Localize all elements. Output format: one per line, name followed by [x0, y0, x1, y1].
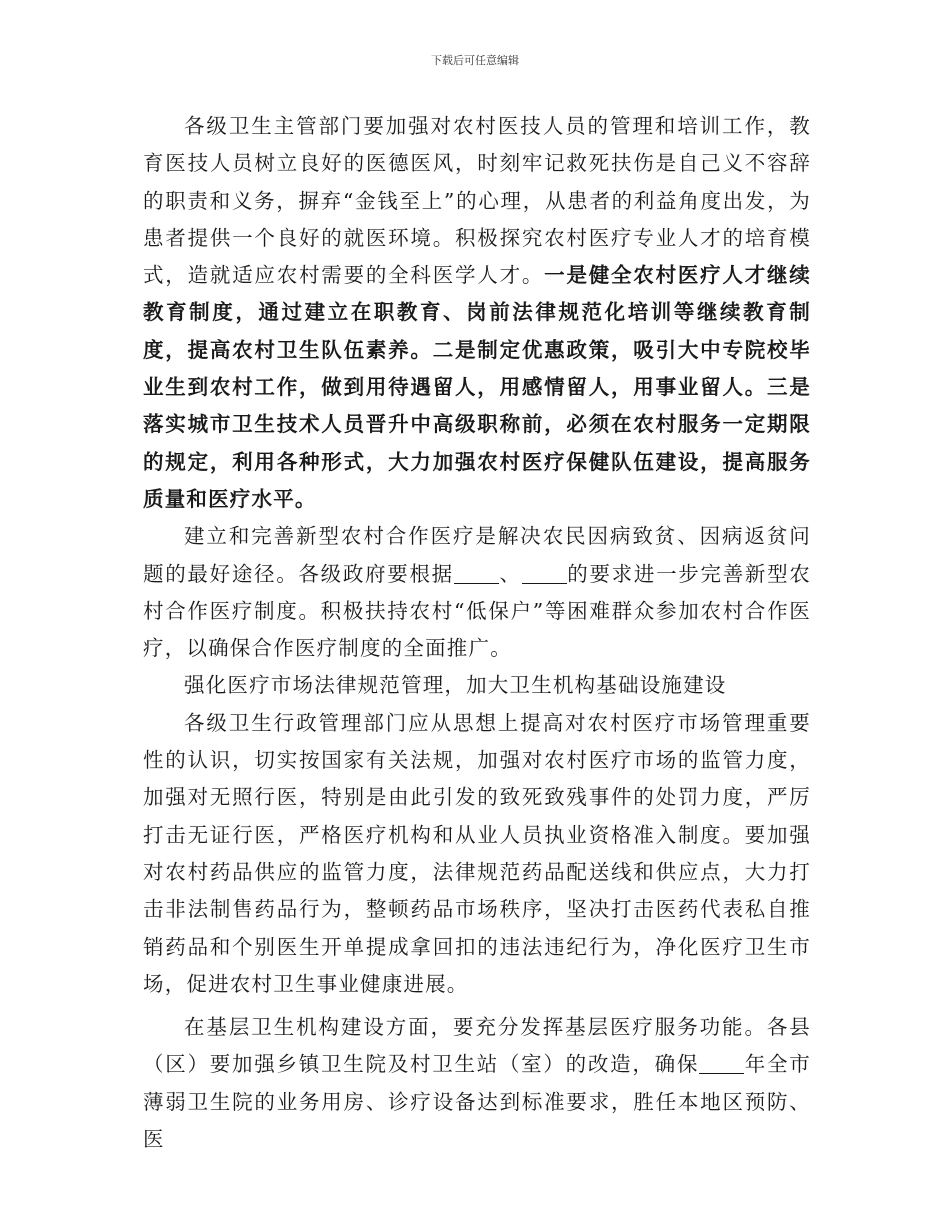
- paragraph-cooperative-medical: [143, 518, 811, 667]
- paragraph-grassroots-facilities: [143, 1009, 811, 1158]
- paragraph-text: 建立和完善新型农村合作医疗是解决农民因病致贫、因病返贫问题的最好途径。各级政府要根据: [143, 524, 811, 586]
- paragraph-market-regulation: 各级卫生行政管理部门应从思想上提高对农村医疗市场管理重要性的认识，切实按国家有关法规，加强对农村医疗市场的监管力度，加强对无照行医，特别是由此引发的致死致残事件的处罚力度，严厉打击无证行医，严格医疗机构和从业人员执业资格准入制度。要加强对农村药品供应的监管力度，法律规范药品配送线和供应点，大力打击非法制售药品行为，整顿药品市场秩序，坚决打击医药代表私自推销药品和个别医生开单提成拿回扣的违法违纪行为，净化医疗卫生市场，促进农村卫生事业健康进展。: [143, 710, 811, 996]
- section-heading: 强化医疗市场法律规范管理，加大卫生机构基础设施建设: [184, 673, 727, 698]
- paragraph-text: 在基层卫生机构建设方面，要充分发挥基层医疗服务功能。各县（区）要加强乡镇卫生院及村卫生站（室）的改造，确保: [143, 1015, 811, 1077]
- fill-blank: [699, 1053, 744, 1075]
- document-body: [143, 108, 811, 1158]
- fill-blank: [522, 562, 567, 584]
- fill-blank: [454, 562, 499, 584]
- paragraph-text: 的要求进一步完善新型农村合作医疗制度。积极扶持农村“低保户”等困难群众参加农村合作医疗，以确保合作医疗制度的全面推广。: [143, 561, 812, 661]
- paragraph-text: 年全市薄弱卫生院的业务用房、诊疗设备达到标准要求，胜任本地区预防、医: [143, 1052, 811, 1152]
- paragraph-talent-training: [143, 108, 811, 518]
- paragraph-text: 、: [498, 561, 522, 586]
- page-header-note: 下载后可任意编辑: [431, 54, 519, 67]
- paragraph-bold-text: 一是健全农村医疗人才继续教育制度，通过建立在职教育、岗前法律规范化培训等继续教育制度，提高农村卫生队伍素养。二是制定优惠政策，吸引大中专院校毕业生到农村工作，做到用待遇留人，用感情留人，用事业留人。三是落实城市卫生技术人员晋升中高级职称前，必须在农村服务一定期限的规定，利用各种形式，大力加强农村医疗保健队伍建设，提高服务质量和医疗水平。: [143, 263, 811, 511]
- paragraph-text: 各级卫生主管部门要加强对农村医技人员的管理和培训工作，教育医技人员树立良好的医德医风，时刻牢记救死扶伤是自己义不容辞的职责和义务，摒弃“金钱至上”的心理，从患者的利益角度出发，为患者提供一个良好的就医环境。积极探究农村医疗专业人才的培育模式，造就适应农村需要的全科医学人才。: [143, 114, 811, 288]
